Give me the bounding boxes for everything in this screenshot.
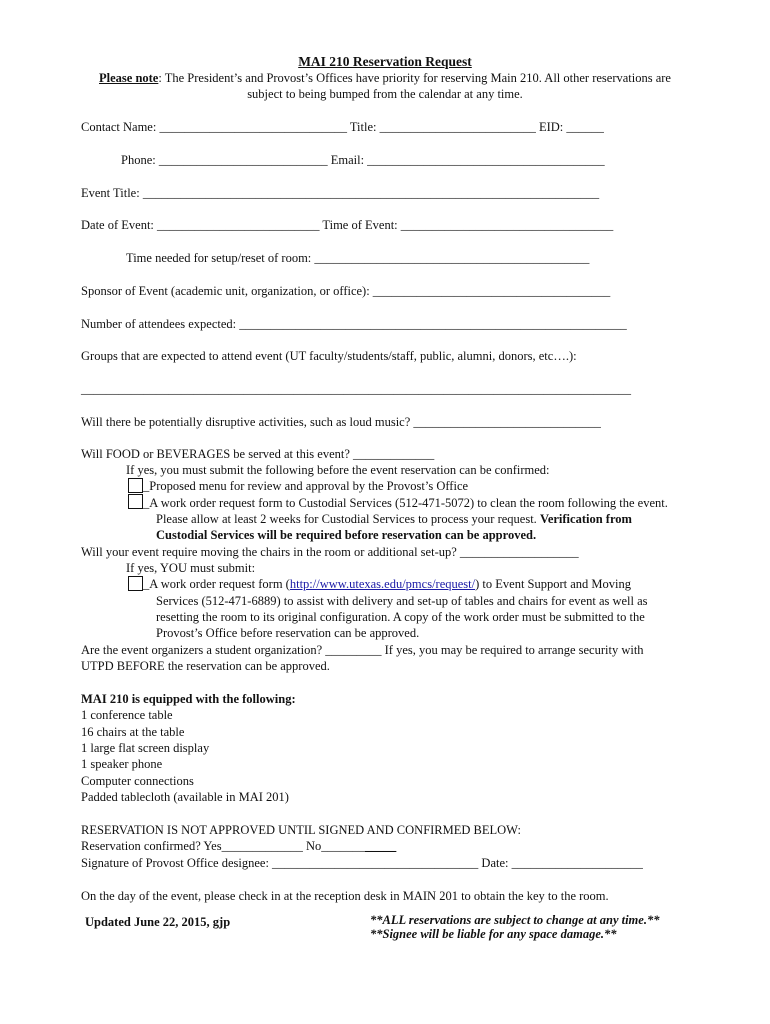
event-title-field[interactable]: Event Title: _________________________________________________________________________ (81, 186, 600, 200)
disruptive-activities-field[interactable]: Will there be potentially disruptive activities, such as loud music? ______________________________ (81, 415, 601, 429)
note-text-line1: : The President’s and Provost’s Offices have priority for reserving Main 210. All other reservations are (158, 71, 671, 85)
attendees-field[interactable]: Number of attendees expected: ______________________________________________________________ (81, 317, 627, 331)
work-order-item: _A work order request form (http://www.utexas.edu/pmcs/request/) to Event Support and Moving (143, 577, 632, 591)
work-order-checkbox[interactable] (128, 576, 143, 591)
priority-note (0, 71, 770, 86)
sponsor-field[interactable]: Sponsor of Event (academic unit, organization, or office): ______________________________________ (81, 284, 611, 298)
equipment-item: Computer connections (81, 774, 194, 788)
menu-item: _Proposed menu for review and approval by the Provost’s Office (143, 479, 469, 493)
reservation-confirmed-field[interactable]: Reservation confirmed? Yes_____________ No____________ (81, 839, 397, 853)
contact-name-field[interactable]: Contact Name: ______________________________ Title: _________________________ EID: ______ (81, 120, 604, 134)
food-intro: If yes, you must submit the following before the event reservation can be confirmed: (126, 463, 550, 477)
damage-notice: **Signee will be liable for any space damage.** (370, 927, 617, 941)
student-org-question[interactable]: Are the event organizers a student organization? _________ If yes, you may be required to arrange security with (81, 643, 644, 657)
signature-date-field[interactable]: Signature of Provost Office designee: _________________________________ Date: _____________________ (81, 856, 643, 870)
chairs-intro: If yes, YOU must submit: (126, 561, 256, 575)
custodial-checkbox[interactable] (128, 494, 143, 509)
chairs-question[interactable]: Will your event require moving the chairs in the room or additional set-up? ___________________ (81, 545, 579, 559)
custodial-note: Please allow at least 2 weeks for Custodial Services to process your request. Verification from (156, 512, 632, 526)
custodial-verification: Custodial Services will be required before reservation can be approved. (156, 528, 537, 542)
equipment-item: 16 chairs at the table (81, 725, 185, 739)
updated-date: Updated June 22, 2015, gjp (85, 915, 231, 929)
equipment-item: 1 conference table (81, 708, 173, 722)
groups-field[interactable]: ________________________________________________________________________________________ (81, 382, 631, 396)
equipment-heading: MAI 210 is equipped with the following: (81, 692, 296, 706)
custodial-item: _A work order request form to Custodial Services (512-471-5072) to clean the room following the event. (143, 496, 668, 510)
work-order-line4: Provost’s Office before reservation can be approved. (156, 626, 420, 640)
equipment-item: Padded tablecloth (available in MAI 201) (81, 790, 289, 804)
note-label: Please note (99, 71, 159, 85)
equipment-item: 1 large flat screen display (81, 741, 210, 755)
checkin-instructions: On the day of the event, please check in at the reception desk in MAIN 201 to obtain the key to the room. (81, 889, 609, 903)
page-title: MAI 210 Reservation Request (298, 54, 472, 69)
food-question[interactable]: Will FOOD or BEVERAGES be served at this event? _____________ (81, 447, 435, 461)
groups-question: Groups that are expected to attend event (UT faculty/students/staff, public, alumni, donors, etc….): (81, 349, 577, 363)
menu-checkbox[interactable] (128, 478, 143, 493)
approval-heading: RESERVATION IS NOT APPROVED UNTIL SIGNED AND CONFIRMED BELOW: (81, 823, 521, 837)
pmcs-request-link[interactable]: http://www.utexas.edu/pmcs/request/ (289, 577, 476, 591)
work-order-line2: Services (512-471-6889) to assist with delivery and set-up of tables and chairs for event as well as (156, 594, 648, 608)
student-org-line2: UTPD BEFORE the reservation can be approved. (81, 659, 330, 673)
note-text-line2: subject to being bumped from the calendar at any time. (247, 87, 523, 101)
change-notice: **ALL reservations are subject to change at any time.** (370, 913, 660, 927)
equipment-item: 1 speaker phone (81, 757, 163, 771)
phone-email-field[interactable]: Phone: ___________________________ Email: ______________________________________ (121, 153, 605, 167)
setup-time-field[interactable]: Time needed for setup/reset of room: ____________________________________________ (126, 251, 590, 265)
date-time-field[interactable]: Date of Event: __________________________ Time of Event: __________________________________ (81, 218, 614, 232)
work-order-line3: resetting the room to its original configuration. A copy of the work order must be submitted to the (156, 610, 645, 624)
